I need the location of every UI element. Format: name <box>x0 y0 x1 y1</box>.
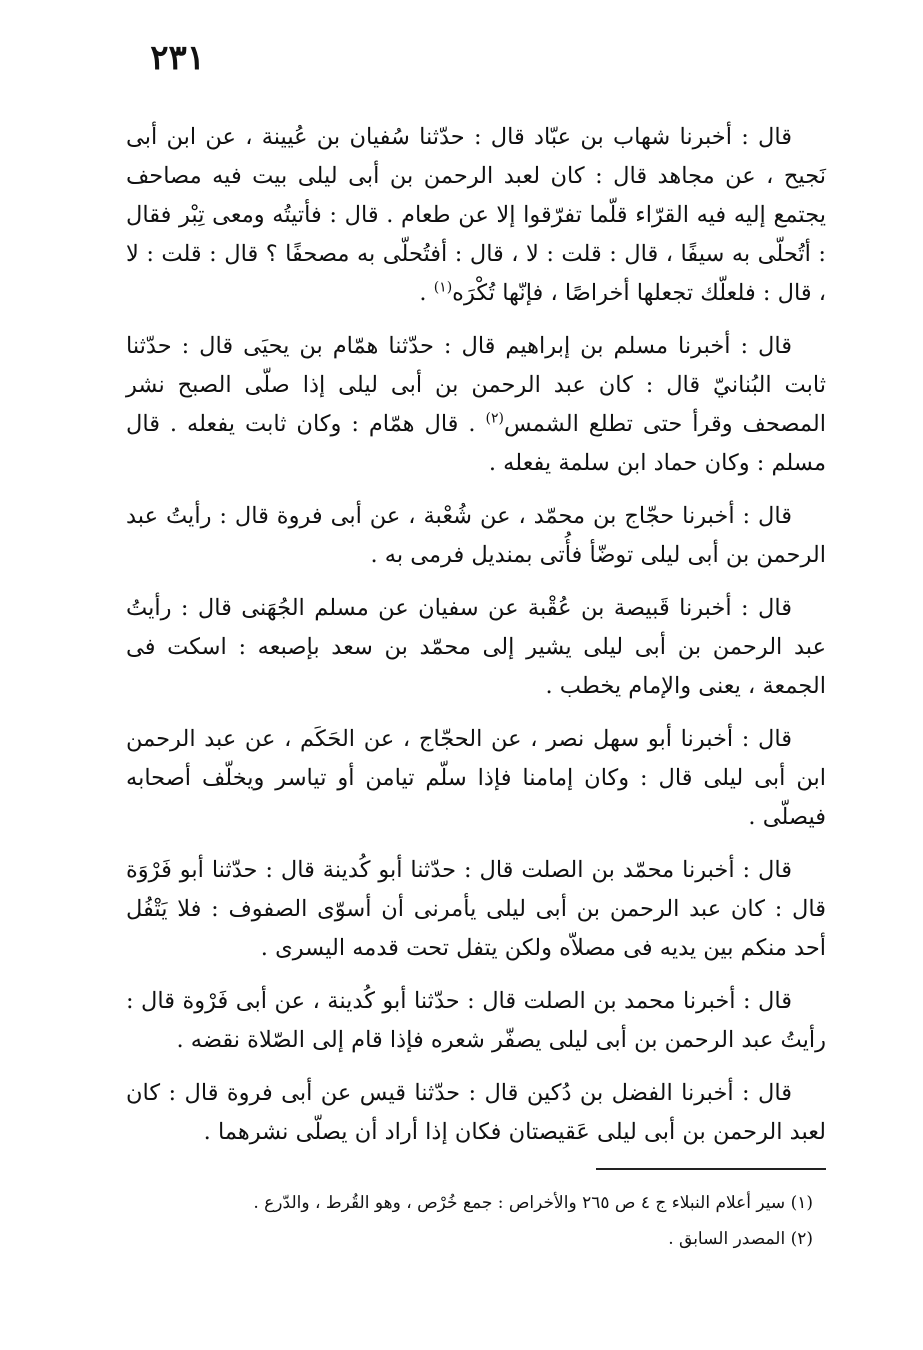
paragraph-text: قال : أخبرنا مسلم بن إبراهيم قال : حدّثنا همّام بن يحيَى قال : حدّثنا ثابت البُنانيّ قال : كان عبد الرحمن بن أبى ليلى إذا صلّى الصبح نشر المصحف وقرأ حتى تطلع الشمس <box>126 333 826 437</box>
paragraph <box>126 1074 826 1152</box>
paragraph-text: قال : أخبرنا محمد بن الصلت قال : حدّثنا أبو كُدينة ، عن أبى فَرْوة قال : رأيتُ عبد الرحمن بن أبى ليلى يصفّر شعره فإذا قام إلى الصّلاة نقضه . <box>126 988 826 1053</box>
paragraph <box>126 327 826 483</box>
footnote-ref: (٢) <box>485 410 504 427</box>
paragraph <box>126 118 826 313</box>
footnote-ref: (١) <box>433 279 453 296</box>
footnote: (١) سير أعلام النبلاء ج ٤ ص ٢٦٥ والأخراص : جمع خُرْص ، وهو القُرط ، والدّرع . <box>253 1193 813 1213</box>
paragraph <box>126 851 826 968</box>
paragraph-text: قال : أخبرنا أبو سهل نصر ، عن الحجّاج ، عن الحَكَم ، عن عبد الرحمن ابن أبى ليلى قال : وكان إمامنا فإذا سلّم تيامن أو تياسر ويخلّف أصحابه فيصلّى . <box>126 726 826 830</box>
paragraph-text: قال : أخبرنا محمّد بن الصلت قال : حدّثنا أبو كُدينة قال : حدّثنا أبو فَرْوَة قال : كان عبد الرحمن بن أبى ليلى يأمرنى أن أسوّى الصفوف : فلا يَتْفُل أحد منكم بين يديه فى مصلاّه ولكن يتفل تحت قدمه اليسرى . <box>126 857 827 961</box>
paragraph-text: قال : أخبرنا قَبيصة بن عُقْبة عن سفيان عن مسلم الجُهَنى قال : رأيتُ عبد الرحمن بن أبى ليلى يشير إلى محمّد بن سعد بإصبعه : اسكت فى الجمعة ، يعنى والإمام يخطب . <box>126 595 826 699</box>
paragraph <box>126 720 826 837</box>
paragraph-text: قال : أخبرنا شهاب بن عبّاد قال : حدّثنا سُفيان بن عُيينة ، عن ابن أبى نَجيح ، عن مجاهد قال : كان لعبد الرحمن بن أبى ليلى بيت فيه مصاحف يجتمع إليه فيه القرّاء قلّما تفرّقوا إلا عن طعام . قال : فأتيتُه ومعى تِبْر فقال : أتُحلّى به سيفًا ، قال : قلت : لا ، قال : أفتُحلّى به مصحفًا ؟ قال : قلت : لا ، قال : فلعلّك تجعلها أخراصًا ، فإنّها تُكْرَه <box>126 124 826 306</box>
footnote-divider <box>596 1168 826 1170</box>
paragraph-text: قال : أخبرنا حجّاج بن محمّد ، عن شُعْبة ، عن أبى فروة قال : رأيتُ عبد الرحمن بن أبى ليلى توضّأ فأُتى بمنديل فرمى به . <box>126 503 826 568</box>
paragraph-text: قال : أخبرنا الفضل بن دُكين قال : حدّثنا قيس عن أبى فروة قال : كان لعبد الرحمن بن أبى ليلى عَقيصتان فكان إذا أراد أن يصلّى نشرهما . <box>126 1080 826 1145</box>
main-text <box>126 118 826 1166</box>
paragraph <box>126 497 826 575</box>
footnotes <box>123 1185 813 1257</box>
paragraph <box>126 982 826 1060</box>
paragraph-tail: . <box>419 280 434 306</box>
page-number: ٢٣١ <box>150 38 205 78</box>
paragraph <box>126 589 826 706</box>
footnote: (٢) المصدر السابق . <box>668 1229 813 1249</box>
paragraph-tail: . قال همّام : وكان ثابت يفعله . قال مسلم : وكان حماد ابن سلمة يفعله . <box>126 411 826 476</box>
